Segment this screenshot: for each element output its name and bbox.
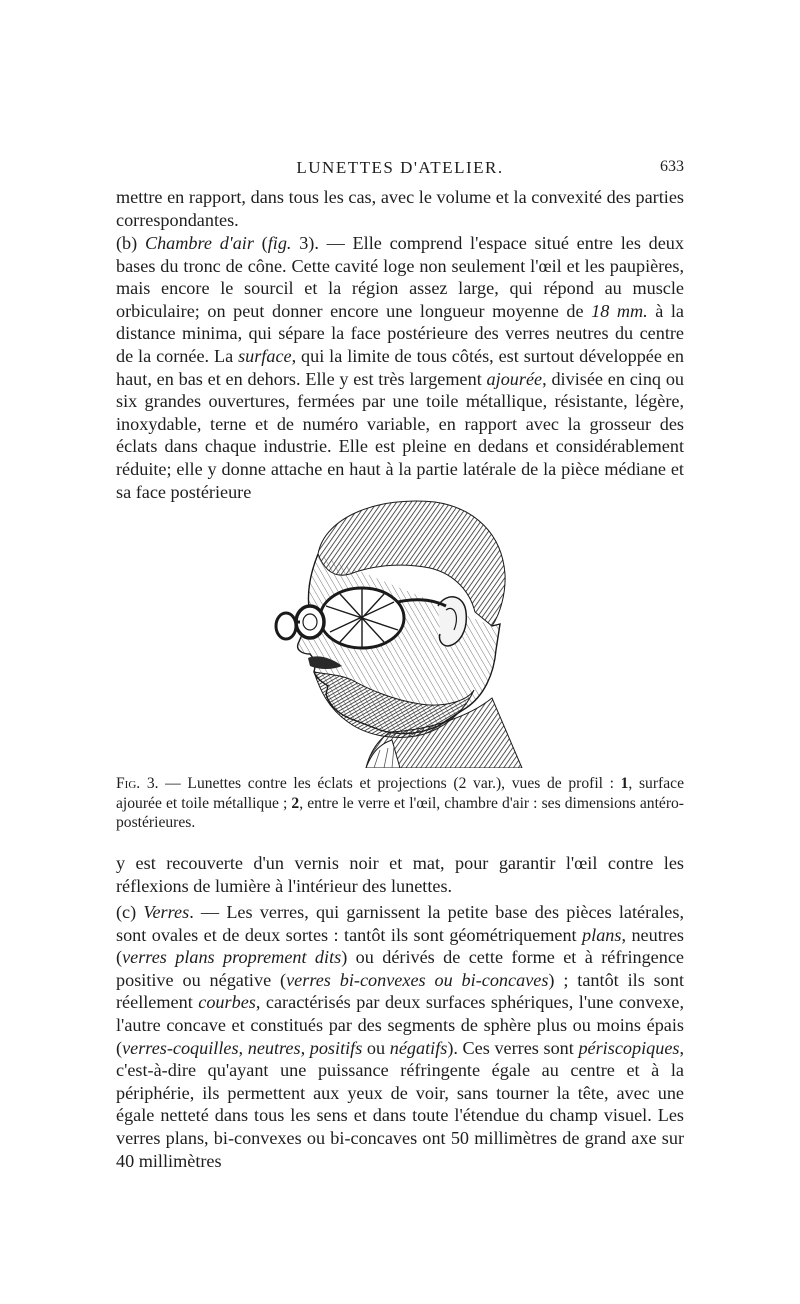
caption-text: , surface ajourée et toile métallique ;	[116, 775, 684, 812]
term-courbes: courbes	[198, 992, 256, 1013]
text-run: , neutres (	[116, 924, 684, 968]
text-run: ou	[362, 1037, 390, 1058]
text-run: , qui la limite de tous côtés, est surtout développée en haut, en bas et en dehors. Elle y est très largement	[116, 345, 684, 389]
section-letter: (b)	[116, 233, 145, 253]
figure-goggles-profile	[270, 494, 526, 768]
term-biconvexes: verres bi-convexes ou bi-concaves	[286, 969, 549, 990]
caption-callout-2: 2	[291, 794, 300, 812]
engraving-goggles-illustration	[270, 494, 526, 768]
term-negatifs: négatifs	[389, 1037, 448, 1058]
term-ajouree: ajourée	[486, 368, 543, 389]
text-run: ). Ces verres sont	[447, 1037, 579, 1058]
section-letter: (c)	[116, 902, 144, 922]
text-run: . — Les verres, qui garnissent la petite base des pièces latérales, sont ovales et de deux sortes : tantôt ils sont géométriquement	[116, 902, 684, 945]
paragraph-verres	[116, 901, 684, 1172]
paragraph-chambre-air	[116, 232, 684, 503]
measure-emphasis: 18 mm.	[591, 300, 648, 321]
running-header	[116, 158, 684, 182]
section-heading-verres: Verres	[143, 902, 190, 922]
section-heading-chambre-air: Chambre d'air	[144, 233, 254, 253]
text-run: à la distance minima, qui sépare la face postérieure des verres neutres du centre de la cornée. La	[116, 300, 684, 366]
text-run: 3). — Elle comprend l'espace situé entre les deux bases du tronc de cône. Cette cavité loge non seulement l'œil et les paupières, mais encore le sourcil et la région assez large, qui répond au muscle orbiculaire; on peut donner encore une longueur moyenne de	[116, 233, 684, 321]
caption-text: , entre le verre et l'œil, chambre d'air : ses dimensions antéro-postérieures.	[116, 794, 685, 831]
figure-caption	[116, 774, 684, 833]
caption-text: — Lunettes contre les éclats et projections (2 var.), vues de profil :	[158, 775, 621, 792]
figure-label: Fig. 3.	[116, 775, 159, 792]
running-title: LUNETTES D'ATELIER.	[296, 158, 504, 177]
text-run: (	[253, 233, 268, 253]
term-plans: plans	[582, 924, 622, 945]
paragraph-continuation: mettre en rapport, dans tous les cas, avec le volume et la convexité des parties correspondantes.	[116, 187, 684, 230]
text-run: , divisée en cinq ou six grandes ouvertures, fermées par une toile métallique, résistante, légère, inoxydable, terne et de numéro variable, en rapport avec la grosseur des éclats dans chaque industrie. Elle est pleine en dedans et considérablement réduite; elle y donne attache en haut à la partie latérale de la pièce médiane et sa face postérieure	[116, 368, 685, 502]
term-verres-plans: verres plans proprement dits	[122, 947, 342, 968]
text-run: , caractérisés par deux surfaces sphériques, l'une convexe, l'autre concave et constitués par des segments de sphère plus ou moins épais (	[116, 992, 685, 1058]
text-run: ) ; tantôt ils sont réellement	[116, 969, 684, 1013]
term-coquilles: verres-coquilles, neutres, positifs	[122, 1037, 363, 1058]
text-run: , c'est-à-dire qu'ayant une puissance réfringente égale au centre et à la périphérie, ils permettent aux yeux de voir, sans tourner la tête, avec une égale netteté dans tous les sens et dans toute l'étendue du champ visuel. Les verres plans, bi-convexes ou bi-concaves ont 50 millimètres de grand axe sur 40 millimètres	[116, 1037, 685, 1171]
caption-callout-1: 1	[620, 775, 629, 792]
page-number: 633	[660, 158, 684, 175]
term-periscopiques: périscopiques	[578, 1037, 680, 1058]
text-run: ) ou dérivés de cette forme et à réfringence positive ou négative (	[116, 947, 684, 990]
term-surface: surface	[238, 345, 292, 366]
figure-reference: fig.	[267, 233, 292, 253]
paragraph-vernis: y est recouverte d'un vernis noir et mat, pour garantir l'œil contre les réflexions de lumière à l'intérieur des lunettes.	[116, 853, 684, 896]
